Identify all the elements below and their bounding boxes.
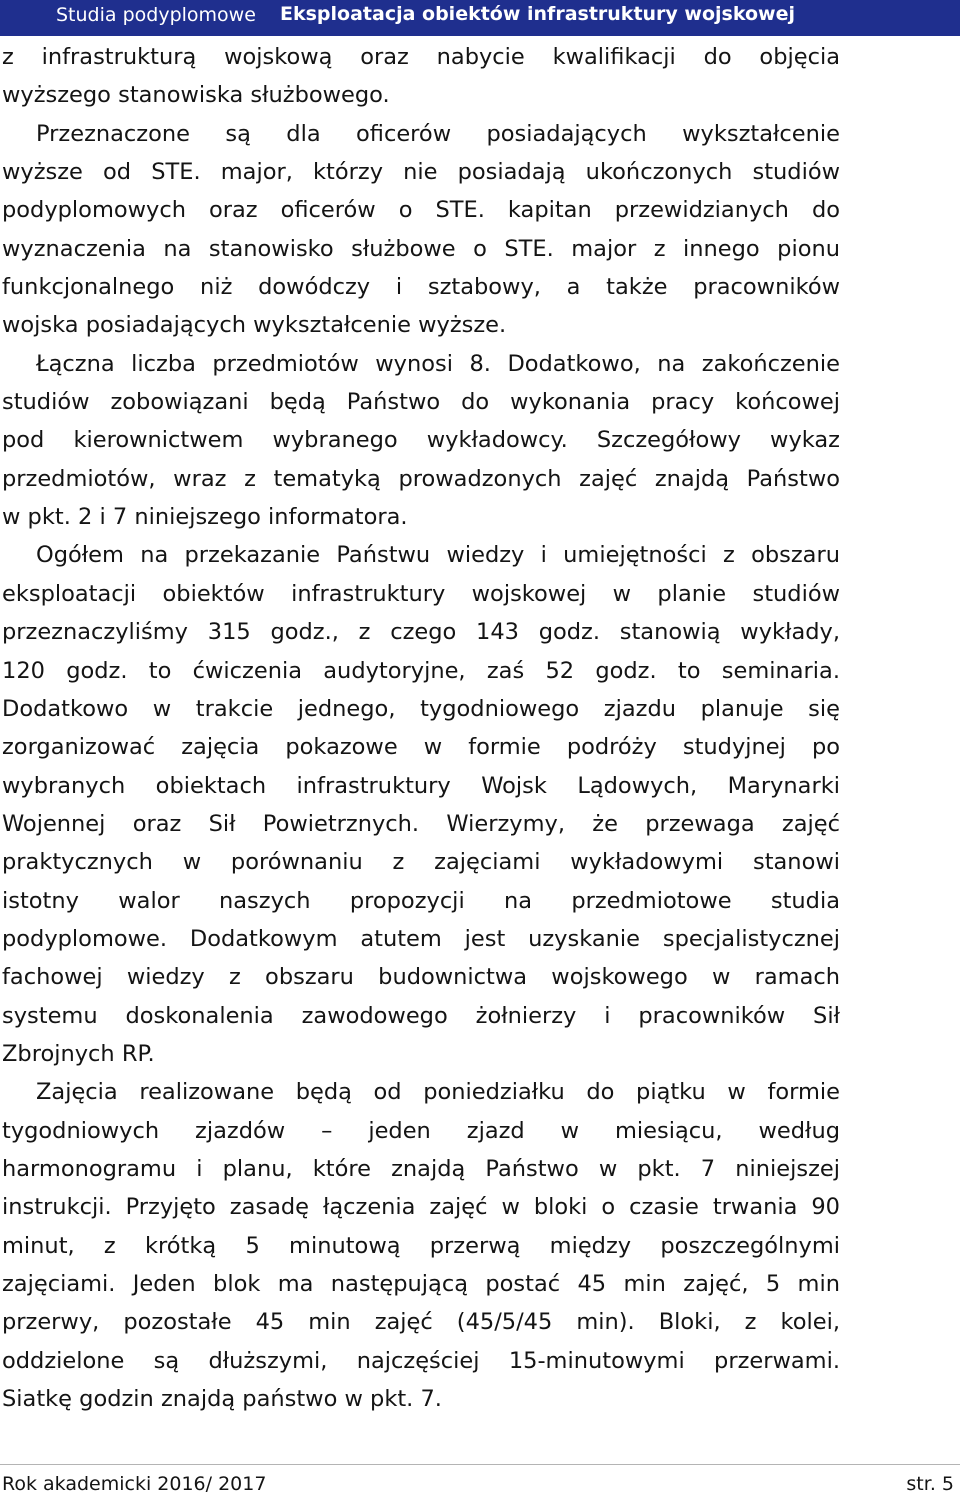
text-line: Łączna liczba przedmiotów wynosi 8. Dodatkowo, na zakończenie [36, 350, 840, 377]
text-line: instrukcji. Przyjęto zasadę łączenia zajęć w bloki o czasie trwania 90 [2, 1194, 840, 1221]
text-line: przedmiotów, wraz z tematyką prowadzonych zajęć znajdą Państwo [2, 465, 840, 492]
text-line: pod kierownictwem wybranego wykładowcy. Szczegółowy wykaz [2, 427, 840, 454]
text-line: wyznaczenia na stanowisko służbowe o STE. major z innego pionu [2, 235, 840, 262]
text-line: minut, z krótką 5 minutową przerwą między poszczególnymi [2, 1232, 840, 1259]
text-line: istotny walor naszych propozycji na przedmiotowe studia [2, 887, 840, 914]
text-line: wybranych obiektach infrastruktury Wojsk Lądowych, Marynarki [2, 772, 840, 799]
text-line: przeznaczyliśmy 315 godz., z czego 143 godz. stanowią wykłady, [2, 619, 840, 646]
footer-page-number: str. 5 [906, 1473, 954, 1495]
text-line: tygodniowych zjazdów – jeden zjazd w miesiącu, według [2, 1117, 840, 1144]
text-line: Wojennej oraz Sił Powietrznych. Wierzymy, że przewaga zajęć [2, 810, 840, 837]
page-header [0, 0, 960, 36]
text-line: funkcjonalnego niż dowódczy i sztabowy, a także pracowników [2, 274, 840, 301]
text-line: Dodatkowo w trakcie jednego, tygodniowego zjazdu planuje się [2, 695, 840, 722]
text-line: zorganizować zajęcia pokazowe w formie podróży studyjnej po [2, 734, 840, 761]
text-line: wojska posiadających wykształcenie wyższe. [2, 312, 507, 339]
text-line: eksploatacji obiektów infrastruktury wojskowej w planie studiów [2, 580, 840, 607]
text-line: 120 godz. to ćwiczenia audytoryjne, zaś 52 godz. to seminaria. [2, 657, 840, 684]
text-line: Zajęcia realizowane będą od poniedziałku do piątku w formie [36, 1079, 840, 1106]
header-program-title: Eksploatacja obiektów infrastruktury wojskowej [280, 3, 795, 25]
text-line: systemu doskonalenia zawodowego żołnierzy i pracowników Sił [2, 1002, 840, 1029]
footer-academic-year: Rok akademicki 2016/ 2017 [2, 1473, 267, 1495]
text-line: praktycznych w porównaniu z zajęciami wykładowymi stanowi [2, 849, 840, 876]
body-text [2, 38, 840, 1418]
text-line: podyplomowe. Dodatkowym atutem jest uzyskanie specjalistycznej [2, 925, 840, 952]
text-line: Siatkę godzin znajdą państwo w pkt. 7. [2, 1386, 442, 1413]
text-line: Zbrojnych RP. [2, 1040, 155, 1067]
page-footer [0, 1464, 960, 1496]
text-line: z infrastrukturą wojskową oraz nabycie kwalifikacji do objęcia [2, 44, 840, 70]
text-line: oddzielone są dłuższymi, najczęściej 15-minutowymi przerwami. [2, 1347, 840, 1374]
text-line: przerwy, pozostałe 45 min zajęć (45/5/45 min). Bloki, z kolei, [2, 1309, 840, 1336]
header-program-type: Studia podyplomowe [56, 4, 256, 26]
text-line: Ogółem na przekazanie Państwu wiedzy i umiejętności z obszaru [36, 542, 840, 569]
text-line: wyższe od STE. major, którzy nie posiadają ukończonych studiów [2, 159, 840, 186]
text-line: Przeznaczone są dla oficerów posiadających wykształcenie [36, 120, 840, 147]
text-line: zajęciami. Jeden blok ma następującą postać 45 min zajęć, 5 min [2, 1271, 840, 1297]
text-line: wyższego stanowiska służbowego. [2, 82, 390, 109]
text-line: podyplomowych oraz oficerów o STE. kapitan przewidzianych do [2, 197, 840, 224]
text-line: studiów zobowiązani będą Państwo do wykonania pracy końcowej [2, 389, 840, 416]
text-line: fachowej wiedzy z obszaru budownictwa wojskowego w ramach [2, 964, 840, 991]
text-line: w pkt. 2 i 7 niniejszego informatora. [2, 504, 408, 531]
text-line: harmonogramu i planu, które znajdą Państwo w pkt. 7 niniejszej [2, 1155, 840, 1182]
